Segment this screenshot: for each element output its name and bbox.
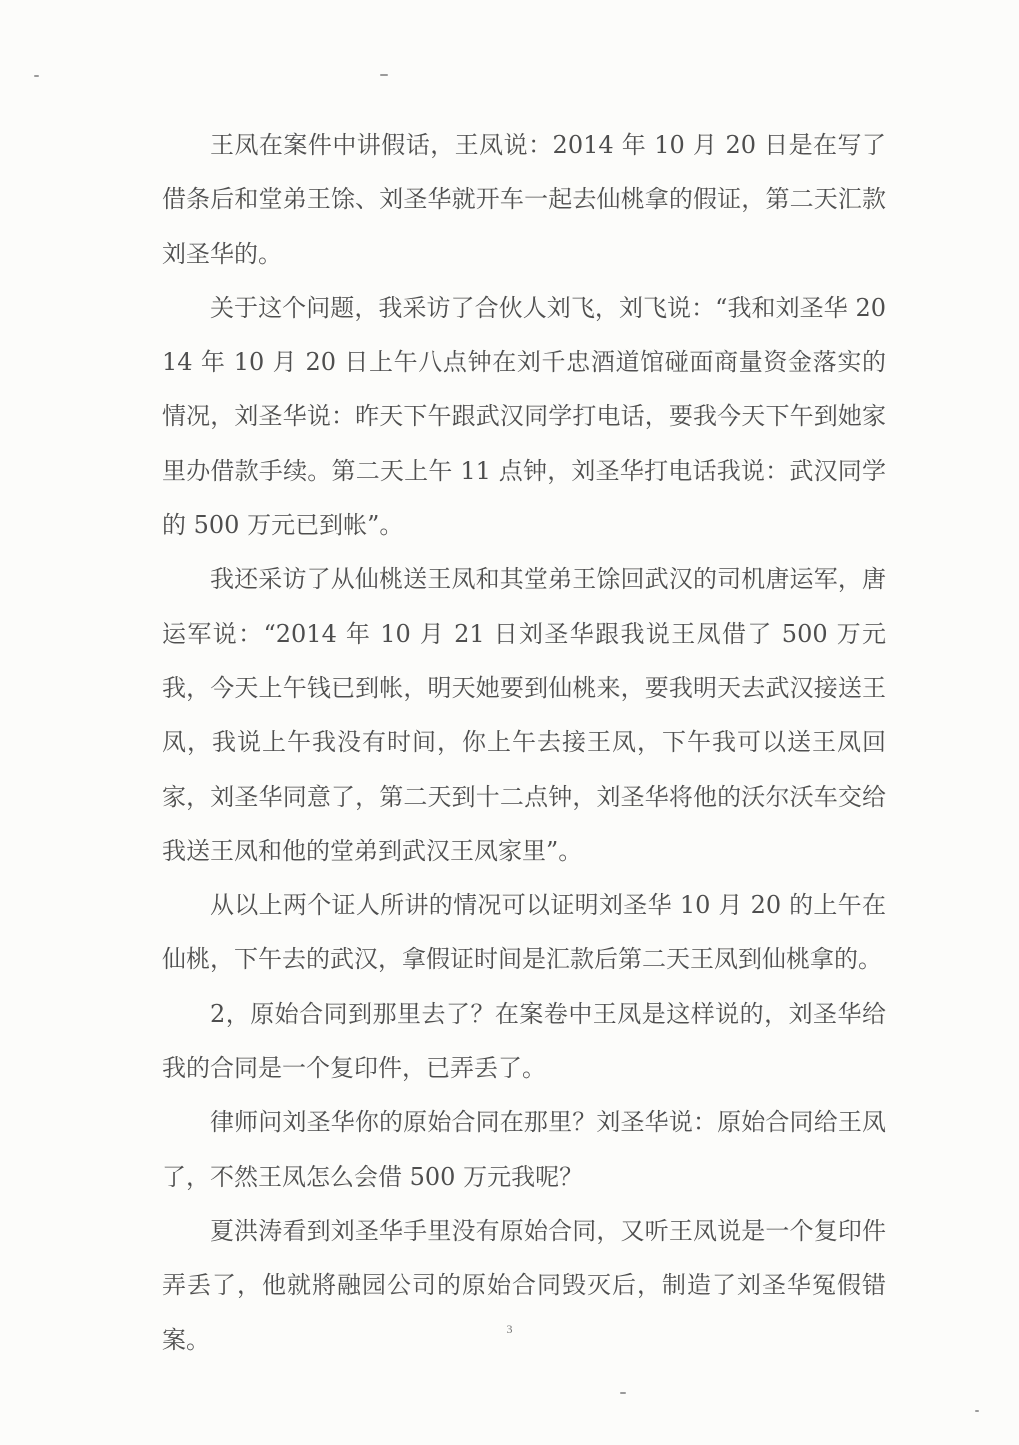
paragraph-2: 关于这个问题，我采访了合伙人刘飞，刘飞说：“我和刘圣华 2014 年 10 月 20 日上午八点钟在刘千忠酒道馆碰面商量资金落实的情况，刘圣华说：昨天下午跟武汉同学打电话，要我今天下午到她家里办借款手续。第二天上午 11 点钟，刘圣华打电话我说：武汉同学的 500 万元已到帐”。 xyxy=(162,293,886,540)
paragraph-6: 律师问刘圣华你的原始合同在那里？刘圣华说：原始合同给王凤了，不然王凤怎么会借 500 万元我呢？ xyxy=(162,1108,886,1191)
scan-speck xyxy=(380,74,388,76)
paragraph-5: 2，原始合同到那里去了？在案卷中王凤是这样说的，刘圣华给我的合同是一个复印件，已弄丢了。 xyxy=(162,999,886,1083)
page-number: 3 xyxy=(506,1322,513,1336)
document-body xyxy=(162,118,886,1367)
paragraph-4: 从以上两个证人所讲的情况可以证明刘圣华 10 月 20 的上午在仙桃，下午去的武汉，拿假证时间是汇款后第二天王凤到仙桃拿的。 xyxy=(162,891,886,974)
paragraph-7: 夏洪涛看到刘圣华手里没有原始合同，又听王凤说是一个复印件弄丢了，他就將融园公司的原始合同毁灭后，制造了刘圣华冤假错案。 xyxy=(162,1216,886,1354)
paragraph-1: 王凤在案件中讲假话，王凤说：2014 年 10 月 20 日是在写了借条后和堂弟王馀、刘圣华就开车一起去仙桃拿的假证，第二天汇款刘圣华的。 xyxy=(162,131,886,268)
paragraph-3: 我还采访了从仙桃送王凤和其堂弟王馀回武汉的司机唐运军，唐运军说：“2014 年 10 月 21 日刘圣华跟我说王凤借了 500 万元我，今天上午钱已到帐，明天她要到仙桃来，要我明天去武汉接送王凤，我说上午我没有时间，你上午去接王凤，下午我可以送王凤回家，刘圣华同意了，第二天到十二点钟，刘圣华将他的沃尔沃车交给我送王凤和他的堂弟到武汉王凤家里”。 xyxy=(162,565,886,865)
scan-speck xyxy=(975,1410,979,1412)
scan-speck xyxy=(34,75,39,77)
scan-speck xyxy=(620,1392,626,1394)
